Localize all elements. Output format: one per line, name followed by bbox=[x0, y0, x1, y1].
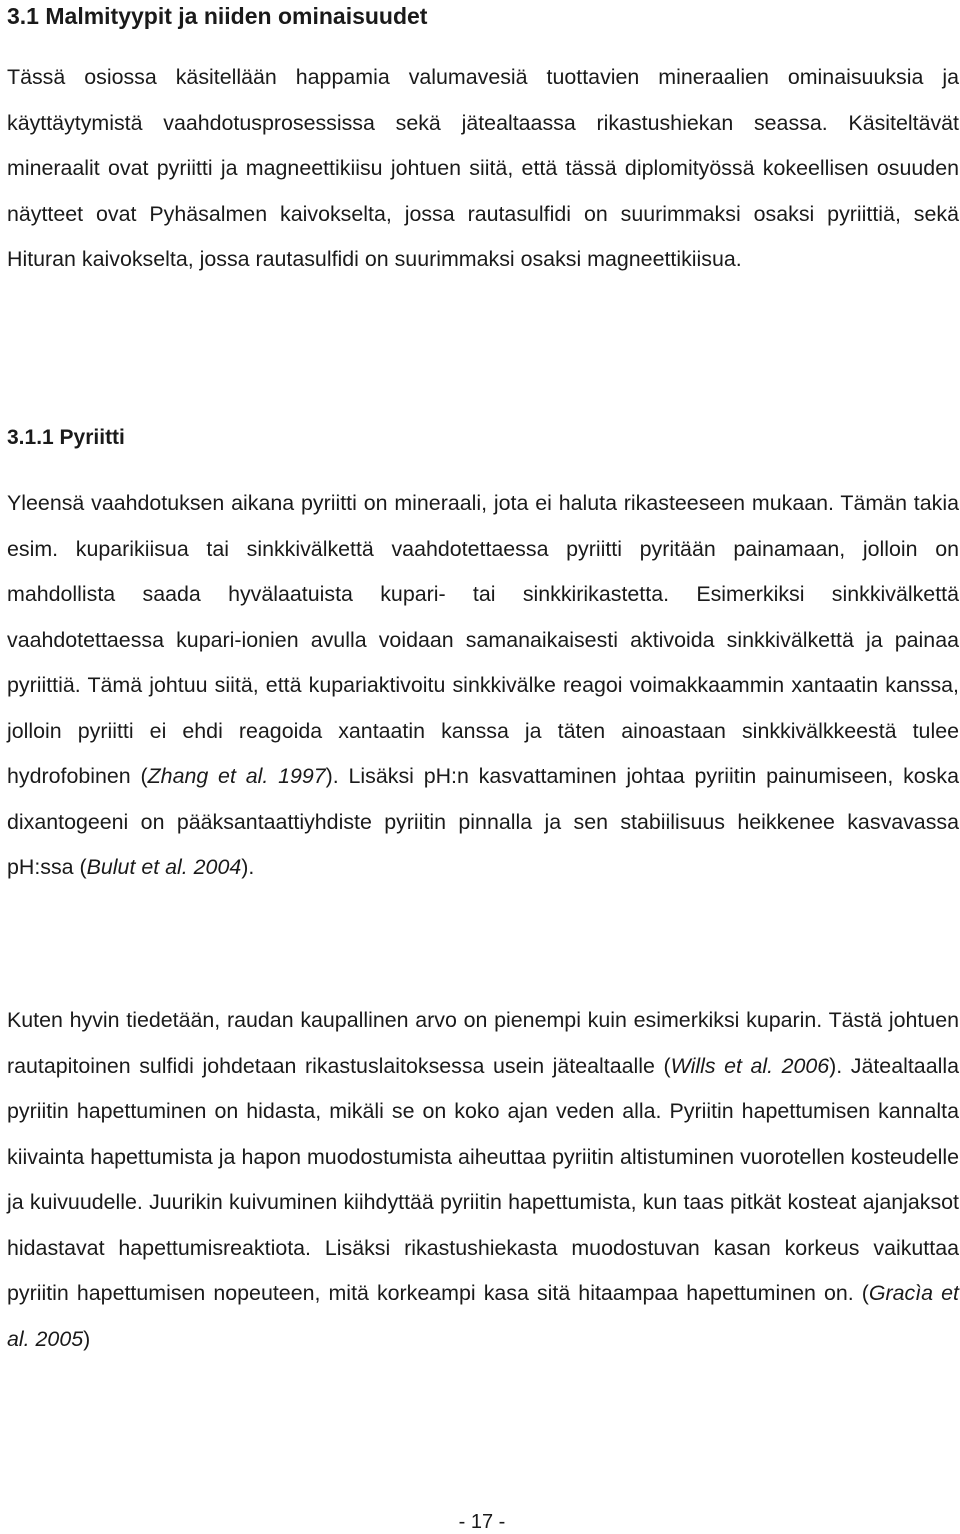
paragraph-text: ). bbox=[241, 855, 255, 879]
section-intro-paragraph: Tässä osiossa käsitellään happamia valumavesiä tuottavien mineraalien ominaisuuksia ja käyttäytymistä vaahdotusprosessissa sekä jätealtaassa rikastushiekan seassa. Käsiteltävät mineraalit ovat pyriitti ja magneettikiisu johtuen siitä, että tässä diplomityössä kokeellisen osuuden näytteet ovat Pyhäsalmen kaivokselta, jossa rautasulfidi on suurimmaksi osaksi pyriittiä, sekä Hituran kaivokselta, jossa rautasulfidi on suurimmaksi osaksi magneettikiisua. bbox=[7, 65, 959, 271]
citation: Zhang et al. 1997 bbox=[147, 764, 326, 788]
paragraph-text: ) bbox=[83, 1326, 91, 1351]
citation: Bulut et al. 2004 bbox=[86, 855, 242, 879]
pyriitti-paragraph-1 bbox=[7, 481, 959, 891]
section-heading: 3.1 Malmityypit ja niiden ominaisuudet bbox=[7, 3, 428, 29]
page-footer bbox=[0, 1510, 960, 1534]
paragraph-text: ). Jätealtaalla pyriitin hapettuminen on hidasta, mikäli se on koko ajan veden alla. Pyriitin hapettumisen kannalta kiivainta hapettumista ja hapon muodostumista aiheuttaa pyriitin altistuminen vuorotellen kosteudelle ja kuivuudelle. Juurikin kuivuminen kiihdyttää pyriitin hapettumista, kun taas pitkät kosteat ajanjaksot hidastavat hapettumisreaktiota. Lisäksi rikastushiekasta muodostuvan kasan korkeus vaikuttaa pyriitin hapettumisen nopeuteen, mitä korkeampi kasa sitä hitaampaa hapettuminen on. ( bbox=[7, 1053, 959, 1305]
paragraph-text: Kuten hyvin tiedetään, raudan kaupallinen arvo on pienempi kuin esimerkiksi kuparin. Tästä johtuen rautapitoinen sulfidi johdetaan rikastuslaitoksessa usein jätealtaalle ( bbox=[7, 1008, 959, 1078]
paragraph-text: Yleensä vaahdotuksen aikana pyriitti on mineraali, jota ei haluta rikasteeseen mukaan. Tämän takia esim. kuparikiisua tai sinkkivälkettä vaahdotettaessa pyriitti pyritään painamaan, jolloin on mahdollista saada hyvälaatuista kupari- tai sinkkirikastetta. Esimerkiksi sinkkivälkettä vaahdotettaessa kupari-ionien avulla voidaan samanaikaisesti aktivoida sinkkivälkettä ja painaa pyriittiä. Tämä johtuu siitä, että kupariaktivoitu sinkkivälke reagoi voimakkaammin xantaatin kanssa, jolloin pyriitti ei ehdi reagoida xantaatin kanssa ja täten ainoastaan sinkkivälkkeestä tulee hydrofobinen ( bbox=[7, 491, 959, 788]
citation: Wills et al. 2006 bbox=[670, 1053, 830, 1078]
pyriitti-paragraph-2 bbox=[7, 998, 959, 1362]
subsection-heading: 3.1.1 Pyriitti bbox=[7, 426, 125, 449]
page-number: - 17 - bbox=[458, 1511, 506, 1533]
citation: Gracìa et al. 2005 bbox=[7, 1281, 959, 1351]
paragraph-text: ). Lisäksi pH:n kasvattaminen johtaa pyriitin painumiseen, koska dixantogeeni on pääksantaattiyhdiste pyriitin pinnalla ja sen stabiilisuus heikkenee kasvavassa pH:ssa ( bbox=[7, 764, 959, 879]
